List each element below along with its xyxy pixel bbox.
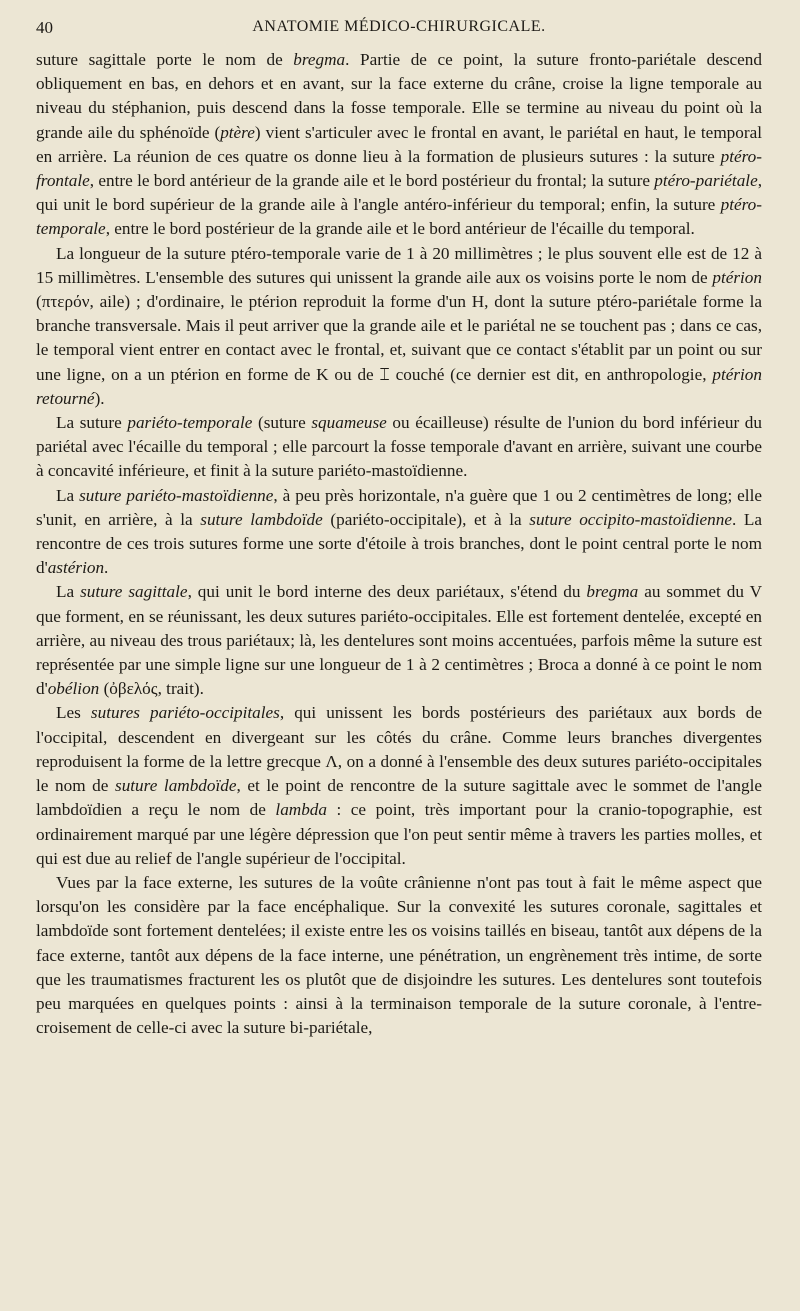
italic-term: bregma [586, 582, 639, 602]
italic-term: suture pariéto-mastoïdienne [79, 485, 274, 505]
text-run: , entre le bord antérieur de la grande aile et le bord postérieur du frontal; la suture [89, 171, 655, 191]
text-run: (suture [252, 413, 312, 433]
italic-term: squameuse [311, 413, 387, 433]
body-text [36, 48, 762, 1040]
italic-term: ptéro-temporale [36, 195, 762, 239]
paragraph [36, 580, 762, 701]
paragraph [36, 484, 762, 581]
italic-term: sutures pariéto-occipitales [90, 703, 280, 723]
italic-term: suture lambdoïde [200, 509, 323, 529]
text-run: . [104, 558, 109, 578]
text-run: ). [94, 388, 105, 408]
text-run: au sommet du V que forment, en se réunissant, les deux sutures pariéto-occipitales. Elle est fortement dentelée, excepté en arrière, au niveau des trous pariétaux; là, les dentelures sont moins accentuées, parfois même la suture est représentée par une simple ligne sur une longueur de 1 à 2 centimètres ; Broca a donné à ce point le nom d' [36, 582, 762, 699]
text-run: suture sagittale porte le nom de [36, 50, 294, 69]
text-run: . Partie de ce point, la suture fronto-pariétale descend obliquement en bas, en dehors et en avant, sur la face externe du crâne, croise la ligne temporale au niveau du stéphanion, puis descend dans la fosse temporale. Elle se termine au niveau du point où la grande aile du sphénoïde ( [36, 50, 762, 142]
italic-term: bregma [293, 50, 346, 69]
text-run: La suture [56, 413, 128, 433]
text-run: , entre le bord postérieur de la grande aile et le bord antérieur de l'écaille du temporal. [105, 219, 695, 239]
paragraph [36, 871, 762, 1040]
text-run: . La rencontre de ces trois sutures forme une sorte d'étoile à trois branches, dont le point central porte le nom d' [36, 509, 762, 578]
page-number: 40 [36, 18, 53, 37]
paragraph [36, 242, 762, 411]
italic-term: ptérion retourné [36, 364, 762, 408]
text-run: , et le point de rencontre de la suture sagittale avec le sommet de l'angle lambdoïdien a reçu le nom de [36, 776, 763, 820]
text-run: (pariéto-occipitale), et à la [322, 509, 530, 529]
text-run: , qui unit le bord supérieur de la grande aile à l'angle antéro-inférieur du temporal; enfin, la suture [36, 171, 762, 215]
text-run: ) vient s'articuler avec le frontal en avant, le pariétal en haut, le temporal en arrière. La réunion de ces quatre os donne lieu à la formation de plusieurs sutures : la suture [36, 122, 762, 166]
italic-term: ptérion [712, 267, 762, 287]
text-run: Les [56, 703, 91, 723]
italic-term: astérion [47, 558, 105, 578]
italic-term: pariéto-temporale [127, 413, 253, 433]
text-run: La [56, 485, 80, 505]
page-header [36, 18, 762, 44]
paragraph [36, 48, 762, 242]
italic-term: lambda [275, 800, 327, 820]
paragraph [36, 411, 762, 484]
italic-term: ptéro-frontale [36, 146, 762, 191]
text-run: (πτερόν, aile) ; d'ordinaire, le ptérion reproduit la forme d'un H, dont la suture ptéro-pariétale forme la branche transversale. Mais il peut arriver que la grande aile et le pariétal ne se touchent pas ; dans ce cas, le temporal vient entrer en contact avec le frontal, et, suivant que ce contact s'établit par un point ou sur une ligne, on a un ptérion en forme de K ou de ⌶ couché (ce dernier est dit, en anthropologie, [36, 292, 762, 384]
text-run: , qui unissent les bords postérieurs des pariétaux aux bords de l'occipital, descendent en divergeant sur les côtés du crâne. Comme leurs branches divergentes reproduisent la forme de la lettre grecque Λ, on a donné à l'ensemble des deux sutures pariéto-occipitales le nom de [36, 703, 762, 796]
italic-term: ptéro-pariétale [654, 171, 758, 191]
text-run: , qui unit le bord interne des deux pariétaux, s'étend du [187, 582, 587, 602]
text-run: La [56, 582, 81, 602]
italic-term: suture lambdoïde [115, 776, 237, 796]
text-run: : ce point, très important pour la cranio-topographie, est ordinairement marqué par une légère dépression que l'on peut sentir même à travers les parties molles, et qui est due au relief de l'angle supérieur de l'occipital. [36, 800, 762, 868]
italic-term: suture occipito-mastoïdienne [529, 509, 732, 529]
text-run: Vues par la face externe, les sutures de la voûte crânienne n'ont pas tout à fait le même aspect que lorsqu'on les considère par la face encéphalique. Sur la convexité les sutures coronale, sagittales et lambdoïde sont fortement dentelées; il existe entre les os voisins taillés en biseau, tantôt aux dépens de la face externe, tantôt aux dépens de la face interne, une pénétration, un engrènement très intime, de sorte que les traumatismes fracturent les os plutôt que de disjoindre les sutures. Les dentelures sont toutefois peu marquées en quelques points : ainsi à la terminaison temporale de la suture coronale, à l'entre-croisement de celle-ci avec la suture bi-pariétale, [36, 872, 762, 1038]
paragraph [36, 701, 762, 870]
italic-term: suture sagittale [80, 582, 188, 602]
text-run: , à peu près horizontale, n'a guère que 1 ou 2 centimètres de long; elle s'unit, en arrière, à la [36, 485, 762, 529]
text-run: La longueur de la suture ptéro-temporale varie de 1 à 20 millimètres ; le plus souvent elle est de 12 à 15 millimètres. L'ensemble des sutures qui unissent la grande aile aux os voisins porte le nom de [36, 243, 762, 287]
text-run: (ὀβελός, trait). [99, 679, 204, 699]
italic-term: ptère [220, 122, 255, 142]
running-head: ANATOMIE MÉDICO-CHIRURGICALE. [252, 18, 546, 35]
text-run: ou écailleuse) résulte de l'union du bord inférieur du pariétal avec l'écaille du temporal ; elle parcourt la fosse temporale d'avant en arrière, suivant une courbe à concavité inférieure, et finit à la suture pariéto-mastoïdienne. [36, 413, 762, 481]
italic-term: obélion [47, 679, 100, 699]
